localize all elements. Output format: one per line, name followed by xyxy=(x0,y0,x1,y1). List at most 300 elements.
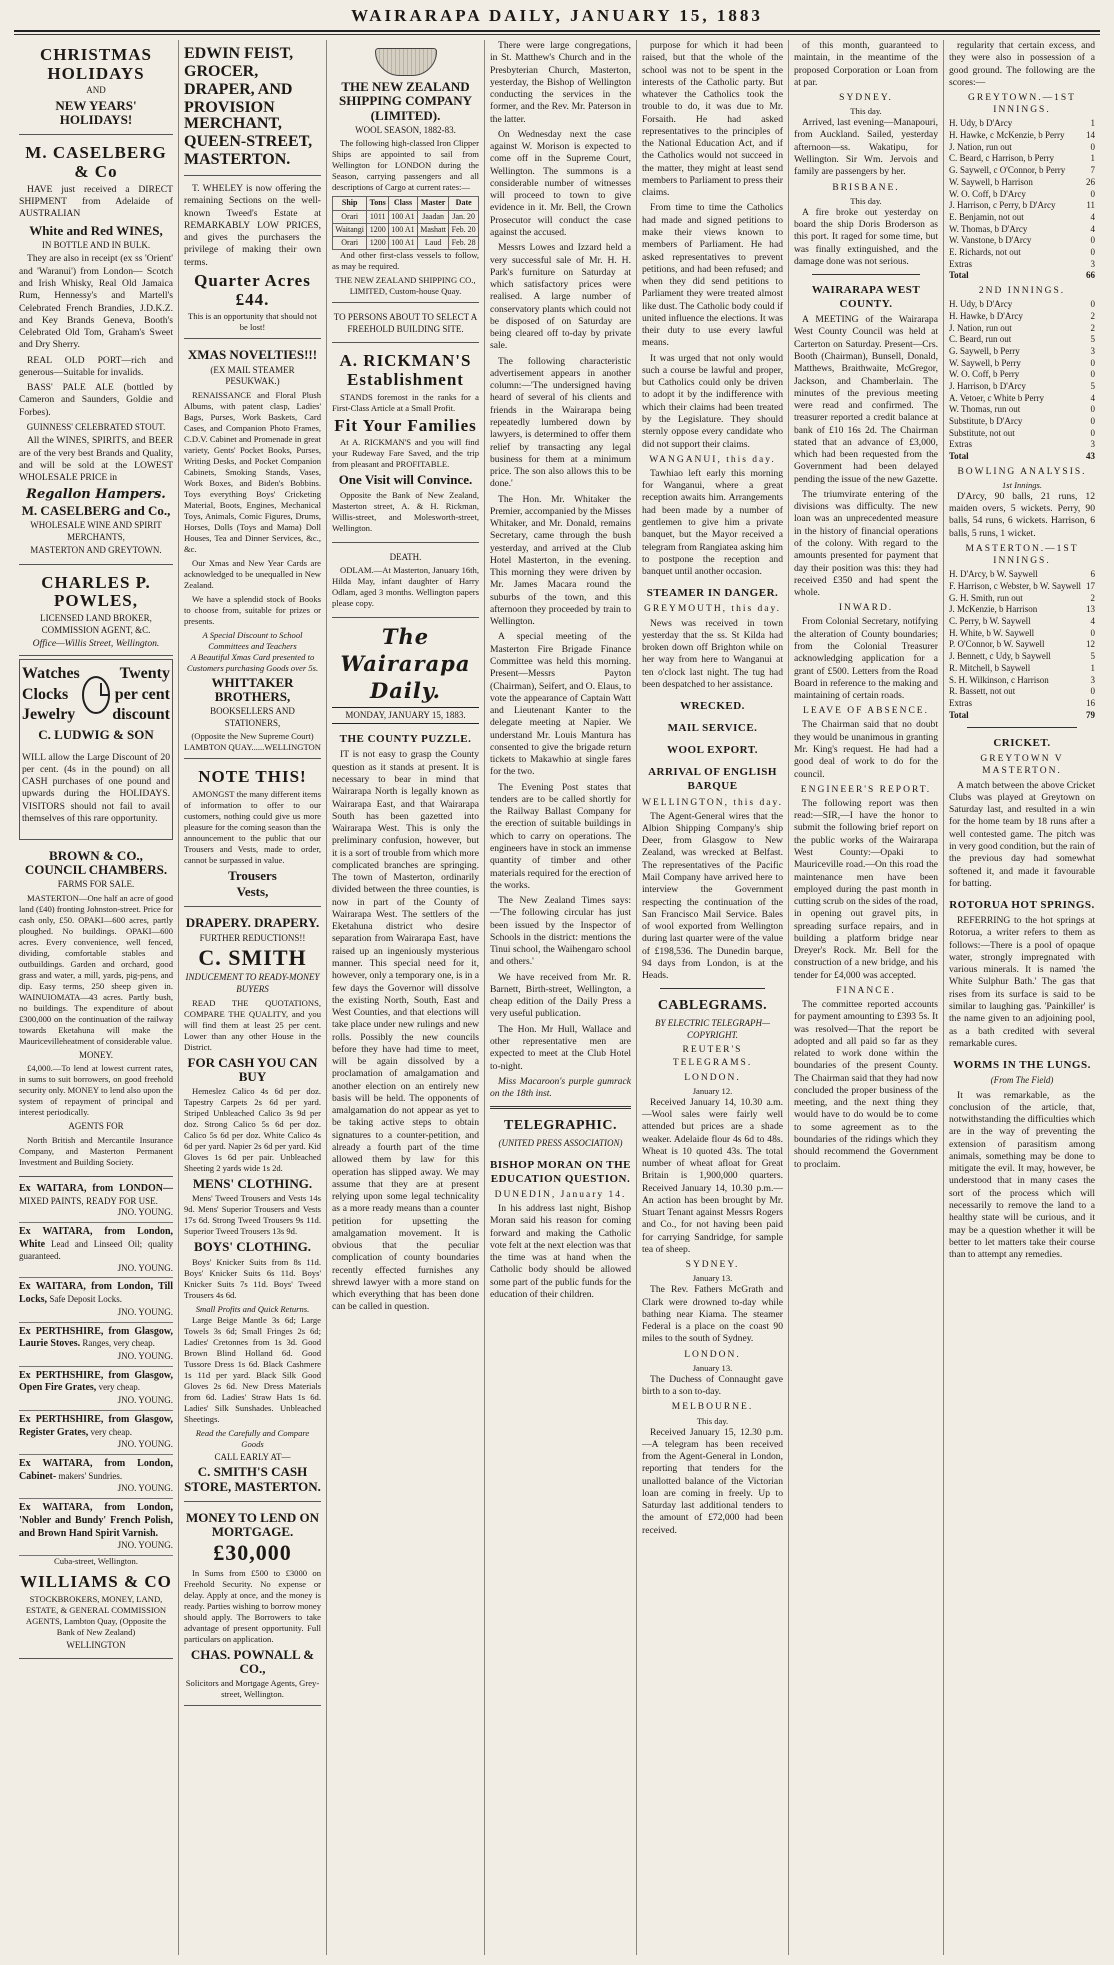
inward-body: From Colonial Secretary, notifying the alteration of County boundaries; from the Colonial Treasurer acknowledging application for a grant of £500. Letters from the Road Board in reference to the making and maintaining of certain roads. xyxy=(794,616,938,702)
batsman: W. Saywell, b Perry xyxy=(949,357,1021,368)
nzsc-body: The following high-classed Iron Clipper Ships are appointed to sail from Wellington for LONDON during the Season, carrying passengers and all descriptions of Cargo at current rates:— xyxy=(332,138,479,193)
batsman: Extras xyxy=(949,258,972,269)
engineer-body: The following report was then read:—SIR,—I have the honor to submit the following brief report on the public works of the Wairarapa West County:—Opaki to Mauriceville road.—On this road the maintenance men have been employed during the past month in cutting scrub on the sides of the road, in opening out gravel pits, in spreading surface repairs, and in building a platform bridge near Dreyer's Rock. Mr. Bell for the construction of a new bridge, and his tender for £4,000 was accepted. xyxy=(794,797,938,981)
brown-sub: FARMS FOR SALE. xyxy=(57,879,135,890)
import-item: MIXED PAINTS, xyxy=(19,1195,84,1206)
mail-head: MAIL SERVICE. xyxy=(667,722,758,735)
import-ship: Ex WAITARA, from London, Till Locks, xyxy=(19,1281,173,1306)
runs: 0 xyxy=(1090,357,1095,368)
smith-name: C. SMITH xyxy=(198,945,307,971)
table-header: Ship xyxy=(333,197,367,210)
batsman: S. H. Wilkinson, c Harrison xyxy=(949,674,1049,685)
xmas-mail: (EX MAIL STEAMER PESUKWAK.) xyxy=(210,364,295,387)
brown-name: BROWN & CO., COUNCIL CHAMBERS. xyxy=(24,847,168,878)
clock-icon xyxy=(82,676,110,714)
import-who: JNO. YOUNG. xyxy=(117,1207,173,1218)
import-ship: Ex WAITARA, from London, 'Nobler and Bundy' French Polish, and Brown Hand Spirit Varnish. xyxy=(19,1501,173,1539)
williams-body: STOCKBROKERS, MONEY, LAND, ESTATE, & GENERAL COMMISSION AGENTS, Lambton Quay, (Opposite the Bank of New Zealand) xyxy=(25,1593,167,1637)
runs: 3 xyxy=(1090,345,1095,356)
cricket-sub: GREYTOWN V MASTERTON. xyxy=(980,754,1064,777)
quarter-acres: Quarter Acres £44. xyxy=(194,270,311,309)
batsman: Extras xyxy=(949,697,972,708)
london2-article xyxy=(642,1374,783,1399)
score-row xyxy=(949,259,1095,271)
runs: 3 xyxy=(1090,674,1095,685)
score-row xyxy=(949,346,1095,358)
paper-flag: The Wairarapa Daily. xyxy=(340,624,471,703)
table-header: Date xyxy=(449,197,479,210)
table-cell: 100 A1 xyxy=(389,223,418,236)
runs: 7 xyxy=(1090,165,1095,176)
score-row xyxy=(949,224,1095,236)
runs: 6 xyxy=(1090,569,1095,580)
import-ship: Ex WAITARA, from London, Cabinet- xyxy=(19,1457,173,1482)
leave-body: The Chairman said that no doubt they would be unanimous in granting Mr. King's request. He had had a good deal of work to do for the council. xyxy=(794,719,938,780)
import-who: JNO. YOUNG. xyxy=(117,1395,173,1406)
jewelry-word: Jewelry xyxy=(22,706,76,724)
score-row xyxy=(949,569,1095,581)
telegraphic-sub: (UNITED PRESS ASSOCIATION) xyxy=(498,1138,623,1149)
quarter-note: This is an opportunity that should not be lost! xyxy=(188,311,317,333)
smith-items: Hemeslez Calico 4s 6d per doz. Tapestry Carpets 2s 6d per yard. Striped Unbleached Calico 3s 9d per doz. Strong Calico 5s 6d per doz. Calico 5s 6d per doz. White Calico 4s 6d per yard. Napier 2s 6d per yard. Kid Gloves 1s 6d per pair. Unbleached Sheeting 2 yards wide 1s 2d. xyxy=(184,1086,321,1174)
bishop-place: DUNEDIN, January 14. xyxy=(494,1189,627,1200)
runs: 13 xyxy=(1086,604,1095,615)
runs: 2 xyxy=(1090,592,1095,603)
engineer-article xyxy=(794,798,938,982)
rickman-ad xyxy=(332,346,479,542)
rotorua-body: REFERRING to the hot springs at Rotorua, a writer refers to them as follows:—There is a pool of opaque water, strongly impregnated with various minerals. It is named 'the White Sulphur Bath.' The gas that rises from its surface is said to be similar to laughing gas. 'Painkiller' is the name given to an adjoining pool, as a bath credited with several remarkable cures. xyxy=(949,915,1095,1049)
engineer-head: ENGINEER'S REPORT. xyxy=(800,784,932,795)
batsman: J. Harrison, b D'Arcy xyxy=(949,380,1026,391)
batsman: Substitute, not out xyxy=(949,427,1015,438)
sydney-place: SYDNEY. xyxy=(685,1260,740,1271)
barque-place: WELLINGTON, this day. xyxy=(642,797,783,808)
score-row xyxy=(949,153,1095,165)
batsman: W. O. Coff, b Perry xyxy=(949,369,1020,380)
score-row xyxy=(949,130,1095,142)
table-cell: Orari xyxy=(333,210,367,223)
cricket-body: A match between the above Cricket Clubs was played at Greytown on Saturday last, and resulted in a win for the home team by 18 runs after a well contested game. The pitch was in very good condition, but the rain of the previous day had somewhat softened it, and made it favourable for batting. xyxy=(949,779,1096,889)
gi1-total-label: Total xyxy=(949,270,969,281)
gi2-total-label: Total xyxy=(949,451,969,462)
import-ad xyxy=(19,1455,173,1499)
score-row xyxy=(949,311,1095,323)
score-row xyxy=(949,404,1095,416)
leave-article xyxy=(794,719,938,780)
mens-body: Mens' Tweed Trousers and Vests 14s 9d. Mens' Superior Trousers and Vests 17s 6d. Strong Tweed Trousers 9s 11d. Superior Tweed Trousers 13s 9d. xyxy=(184,1193,321,1237)
williams-ad xyxy=(19,1567,173,1659)
table-cell: Jan. 20 xyxy=(449,210,479,223)
bishop-head: BISHOP MORAN ON THE EDUCATION QUESTION. xyxy=(490,1158,632,1185)
death-notice xyxy=(332,546,479,619)
drapery-head: DRAPERY. DRAPERY. xyxy=(185,915,320,931)
runs: 4 xyxy=(1090,223,1095,234)
caselberg2-sub: WHOLESALE WINE AND SPIRIT MERCHANTS, xyxy=(30,520,162,542)
table-cell: 100 A1 xyxy=(389,210,418,223)
score-row xyxy=(949,581,1095,593)
runs: 0 xyxy=(1090,246,1095,257)
cablegrams-sub: BY ELECTRIC TELEGRAPH—COPYRIGHT. xyxy=(654,1018,770,1040)
column-6 xyxy=(788,40,943,1955)
column-4 xyxy=(484,40,636,1955)
caselberg2-name: M. CASELBERG and Co., xyxy=(21,502,171,518)
caselberg2-place: MASTERTON AND GREYTOWN. xyxy=(30,545,162,556)
import-ship: Ex WAITARA, from LONDON— xyxy=(19,1182,173,1194)
score-row xyxy=(949,334,1095,346)
nzsc-agents: THE NEW ZEALAND SHIPPING CO., LIMITED, Custom-house Quay. xyxy=(335,275,476,297)
williams-place: WELLINGTON xyxy=(66,1639,126,1650)
runs: 3 xyxy=(1090,258,1095,269)
tweed-head: T. WHELEY is now offering the remaining Sections on the well-known Tweed's Estate at REMARKABLY LOW PRICES, and gives the purchasers the privilege of making their own terms. xyxy=(184,183,321,268)
column-2 xyxy=(178,40,326,1955)
table-cell: Laud xyxy=(417,237,448,250)
score-row xyxy=(949,381,1095,393)
runs: 0 xyxy=(1090,416,1095,427)
drapery-sub: FURTHER REDUCTIONS!! xyxy=(199,932,306,943)
death-body: ODLAM.—At Masterton, January 16th, Hilda May, infant daughter of Harry Odlam, aged 3 months. Wellington papers please copy. xyxy=(332,565,479,609)
batsman: Extras xyxy=(949,439,972,450)
caselberg-intro: HAVE just received a DIRECT SHIPMENT from Adelaide of AUSTRALIAN xyxy=(19,183,173,220)
table-cell: 1200 xyxy=(367,237,389,250)
sydney-date: January 13. xyxy=(692,1273,733,1284)
separator xyxy=(490,1106,631,1109)
col6-article1 xyxy=(794,40,938,89)
brown-body: MASTERTON—One half an acre of good land (£40) fronting Johnston-street. Price for cash only, £50. OPAKI—600 acres, partly ploughed. No buildings. OPAKI—600 acres. Every convenience, well fenced, dividing, comfortable stables and outbuildings. Garden and orchard, good grass and water, a mill, yards, pig-pens, and dip. Easy terms, 250 sheep given in. WAINUIOMATA—43 acres. Partly bush, no buildings. The expenditure of about £300,000 on the continuation of the railway towards Eketahuna will make the Mauricevilleheatment of considerable value. xyxy=(19,892,173,1046)
nzsc-more: And other first-class vessels to follow, as may be required. xyxy=(332,250,479,272)
wanganui-place: WANGANUI, this day. xyxy=(649,454,776,465)
import-item: Lead and Linseed Oil; quality guaranteed. xyxy=(19,1238,174,1262)
feist-line: PROVISION MERCHANT, xyxy=(184,99,282,132)
christmas-title: CHRISTMAS HOLIDAYS xyxy=(40,45,152,83)
note-body: AMONGST the many different items of information to offer to our customers, nothing could give us more pleasure for the coming season than the announcement to the public that our Trousers and Vests, made to order, cannot be surpassed in value. xyxy=(184,788,321,865)
brisbane-body: A fire broke out yesterday on board the ship Doris Broderson as this port. It raged for some time, but was finally extinguished, and the damage done was not serious. xyxy=(794,206,938,267)
wwc-body: A MEETING of the Wairarapa West County Council was held at Carterton on Saturday. Present—Crs. Booth (Chairman), Bunsell, Donald, Matthews, Braithwaite, McGregor, Jackson, and Chamberlain. The minutes of the previous meeting were read and confirmed. The treasurer reported a credit balance at bank of £10 16s 2d. The Chairman stated that an advance of £3,000, which had been requested from the Government had been delayed pending the issue of the new Gazette. xyxy=(794,314,938,485)
score-row xyxy=(949,200,1095,212)
powles-ad xyxy=(19,568,173,657)
smith-body: READ THE QUOTATIONS, COMPARE THE QUALITY, and you will find them at least 25 per cent. Lower than any other House in the District. xyxy=(184,997,321,1052)
families-head: Fit Your Families xyxy=(334,415,477,435)
import-who: JNO. YOUNG. xyxy=(117,1483,173,1494)
worms-head: WORMS IN THE LUNGS. xyxy=(953,1059,1091,1072)
column-7 xyxy=(943,40,1100,1955)
clocks-word: Clocks xyxy=(22,685,69,703)
table-cell: Orari xyxy=(333,237,367,250)
mortgage-firm: CHAS. POWNALL & CO., xyxy=(190,1646,315,1676)
caselberg-body: They are also in receipt (ex ss 'Orient' and 'Waranui') from London— Scotch and Irish Whisky, Real Old Jamaica Rum, Hennessy's and Martell's Celebrated French Brandies, J.D.K.Z. and Key Brands Geneva, Booth's Celebrated Old Tom, Graham's Sweet and Dry Sherry. xyxy=(19,253,173,351)
christmas-ad xyxy=(19,40,173,135)
worms-article xyxy=(949,1090,1095,1262)
batsman: H. D'Arcy, b W. Saywell xyxy=(949,569,1038,580)
batsman: A. Vetoer, c White b Perry xyxy=(949,392,1045,403)
caselberg-name: M. CASELBERG & Co xyxy=(25,143,167,182)
score-row xyxy=(949,639,1095,651)
bishop-continued xyxy=(642,40,783,451)
runs: 14 xyxy=(1086,130,1095,141)
mortgage-ad xyxy=(184,1505,321,1706)
xmas-splendid: We have a splendid stock of Books to choose from, suitable for prizes or presents. xyxy=(184,593,321,626)
whittaker-note: A Beautiful Xmas Card presented to Customers purchasing Goods over 5s. xyxy=(186,651,319,673)
score-row xyxy=(949,439,1095,451)
powles-name: CHARLES P. POWLES, xyxy=(41,572,151,611)
news-6: A special meeting of the Masterton Fire Brigade Finance Committee was held this morning. Present—Messrs Payton (Chairman), Seifert, and O. Elaus, to vote the appearance of Captain Watt and Lieutenant Kanter to the delegate meeting at Napier. We understand Mr. Louis Mantura has consented to give the brigade return tickets to Makawhio at single fares for the two. xyxy=(490,631,631,778)
scorecard-greytown-2 xyxy=(949,299,1095,451)
score-row xyxy=(949,323,1095,335)
feist-line: EDWIN FEIST, xyxy=(184,45,294,62)
import-ad xyxy=(19,1180,173,1223)
caselberg-ad xyxy=(19,138,173,564)
wool-head: WOOL EXPORT. xyxy=(667,744,758,757)
bowling-body: D'Arcy, 90 balls, 21 runs, 12 maiden overs, 5 wickets. Perry, 90 balls, 54 runs, 6 wickets. Harrison, 6 balls, 5 runs, 1 wicket. xyxy=(949,490,1095,539)
barque-body: The Agent-General wires that the Albion Shipping Company's ship Deer, from Glasgow to New Zealand, was wrecked at Belfast. The representatives of the Pacific Mail Company have arrived here to interview the Government respecting the continuation of the San Francisco Mail Service. Bales of wool exported from Wellington during last quarter were of the value of £198,536. The Dunedin barque, 94 days from London, is at the Heads. xyxy=(642,810,783,982)
table-cell: 1200 xyxy=(367,223,389,236)
import-ad xyxy=(19,1323,173,1367)
import-ship: Ex PERTHSHIRE, from Glasgow, Open Fire Grates, xyxy=(19,1369,173,1394)
agents-head: AGENTS FOR xyxy=(68,1121,124,1132)
gi1-head: GREYTOWN.—1ST INNINGS. xyxy=(968,93,1076,116)
sydney2-body: Arrived, last evening—Manapouri, from Auckland. Sailed, yesterday afternoon—ss. Wakatipu, for Wellington. Sir Wm. Jervois and family are passengers by her. xyxy=(794,117,938,178)
import-ship: Ex PERTHSHIRE, from Glasgow, Laurie Stoves. xyxy=(19,1325,173,1350)
scorecard-masterton xyxy=(949,569,1095,709)
rickman-head: A. RICKMAN'S Establishment xyxy=(339,351,472,390)
col5-p3: It was urged that not only would such a course be lawful and proper, but Catholics could only be driven to adopt it by the indifference with which their claims had been treated by the Legislature. They should sternly oppose every candidate who did not support their claims. xyxy=(642,352,783,450)
rotorua-head: ROTORUA HOT SPRINGS. xyxy=(949,899,1095,912)
import-ship: Ex PERTHSHIRE, from Glasgow, Register Grates, xyxy=(19,1413,173,1438)
table-cell: Feb. 28 xyxy=(449,237,479,250)
import-ad xyxy=(19,1367,173,1411)
masthead xyxy=(14,4,1100,32)
table-row xyxy=(333,223,479,236)
news-1: There were large congregations, in St. Matthew's Church and in the Presbyterian Church, Masterton, yesterday, the Bishop of Wellington conducting the services in the former, and the Rev. Mr. Paterson in the latter. xyxy=(490,40,631,125)
score-row xyxy=(949,628,1095,640)
london2-place: LONDON. xyxy=(684,1349,741,1360)
finance-head: FINANCE. xyxy=(836,985,896,996)
persons-ad xyxy=(332,306,479,343)
ship-icon xyxy=(375,48,437,76)
feist-line: QUEEN-STREET, xyxy=(184,133,313,150)
runs: 0 xyxy=(1090,141,1095,152)
gi1-total xyxy=(949,270,1095,282)
smith-ad xyxy=(184,910,321,1501)
table-header: Tons xyxy=(367,197,389,210)
mi-head: MASTERTON.—1ST INNINGS. xyxy=(965,544,1079,567)
batsman: Substitute, b D'Arcy xyxy=(949,416,1023,427)
gi2-total-value: 43 xyxy=(1086,451,1095,462)
mrs-ad: Miss Macaroon's purple gumrack on the 18th inst. xyxy=(490,1075,631,1100)
smith-call: CALL EARLY AT— xyxy=(214,1451,291,1462)
sydney2-date: This day. xyxy=(850,106,882,117)
london-article xyxy=(642,1097,783,1256)
whittaker-addr: (Opposite the New Supreme Court) LAMBTON QUAY......WELLINGTON xyxy=(184,731,321,753)
table-header: Master xyxy=(417,197,448,210)
bowling-sub: 1st Innings. xyxy=(1001,479,1043,490)
gi2-total xyxy=(949,451,1095,463)
xmas-body: RENAISSANCE and Floral Plush Albums, with patent clasp, Ladies' Bags, Purses, Work Baskets, Card Cases, and Companion Photo Frames, C.D.V. Cabinet and Promenade in great variety, Gents' Pocket Books, Purses, Writing Desks, and Pocket Companion Cabinets, Smoking Stands, Vases, Work Boxes, and Biden's Bobbins. Toys everything Boys' Cricketing Material, Boots, Engines, Mechanical Toys, Animals, Comic Figures, Drums, Horses, Dolls (Toys and Mama) Doll Houses, Tea and Dinner Services, &c., &c. xyxy=(184,389,321,554)
batsman: G. H. Smith, run out xyxy=(949,592,1023,603)
steamer-head: STEAMER IN DANGER. xyxy=(646,587,779,600)
import-ad xyxy=(19,1499,173,1556)
powles-sub: LICENSED LAND BROKER, COMMISSION AGENT, &C. xyxy=(40,613,152,635)
melbourne-place: MELBOURNE. xyxy=(671,1402,754,1413)
score-row xyxy=(949,358,1095,370)
brisbane-article xyxy=(794,207,938,268)
nzsc-name: THE NEW ZEALAND SHIPPING COMPANY (LIMITED). xyxy=(338,79,472,123)
xmas-novelties: XMAS NOVELTIES!!! xyxy=(187,347,318,363)
column-3 xyxy=(326,40,484,1955)
leave-head: LEAVE OF ABSENCE. xyxy=(803,706,929,717)
wanganui-body: Tawhiao left early this morning for Wanganui, where a great reception awaits him. Arrangements had been made by a number of gentlemen to give him a private banquet, but the Mayor received a telegram from Rangiatea asking him to postpone the reception and banquet until another occasion. xyxy=(642,467,783,578)
batsman: J. Nation, run out xyxy=(949,322,1012,333)
runs: 3 xyxy=(1090,439,1095,450)
table-cell: Waitangi xyxy=(333,223,367,236)
score-row xyxy=(949,593,1095,605)
table-cell: Feb. 20 xyxy=(449,223,479,236)
mi-total-value: 79 xyxy=(1086,709,1095,720)
money-body: £4,000.—To lend at lowest current rates, in sums to suit borrowers, on good freehold security only. MONEY to lend also upon the system of repayment of principal and interest periodically. xyxy=(19,1063,173,1118)
bowling-article xyxy=(949,491,1095,540)
score-row xyxy=(949,247,1095,259)
xmas-special: A Special Discount to School Committees and Teachers xyxy=(202,629,303,651)
feist-line: GROCER, xyxy=(184,63,259,80)
batsman: C. Beard, c Harrison, b Perry xyxy=(949,153,1054,164)
reuters: REUTER'S TELEGRAMS. xyxy=(672,1045,753,1068)
melbourne-article xyxy=(642,1427,783,1537)
visit-body: Opposite the Bank of New Zealand, Masterton street, A. & H. Rickman, Willis-street, and Molesworth-street, Wellington. xyxy=(332,489,479,533)
feist-line: MASTERTON. xyxy=(184,151,291,168)
discount-word: discount xyxy=(112,706,170,724)
score-row xyxy=(949,663,1095,675)
masthead-title: WAIRARAPA DAILY, JANUARY 15, 1883 xyxy=(351,6,763,25)
telegraphic-head: TELEGRAPHIC. xyxy=(504,1118,617,1134)
score-row xyxy=(949,189,1095,201)
runs: 5 xyxy=(1090,334,1095,345)
import-who: JNO. YOUNG. xyxy=(117,1351,173,1362)
scorecard-greytown-1 xyxy=(949,118,1095,270)
runs: 12 xyxy=(1086,639,1095,650)
county-article xyxy=(332,749,479,1313)
county-head: THE COUNTY PUZZLE. xyxy=(339,733,472,746)
smith-read: Read the Carefully and Compare Goods xyxy=(195,1427,310,1449)
import-item: very cheap. xyxy=(98,1382,141,1393)
score-row xyxy=(949,616,1095,628)
small-profits: Small Profits and Quick Returns. xyxy=(195,1303,310,1314)
wrecked-head: WRECKED. xyxy=(680,700,745,713)
ludwig-ad xyxy=(19,659,173,839)
batsman: R. Bassett, not out xyxy=(949,686,1016,697)
news-3: Messrs Lowes and Izzard held a very successful sale of Mr. H. H. Park's furniture on Saturday at which satisfactory prices were realised. A large number of conservatory plants which could not be disposed of on Saturday are being cleared off to-day by private sale. xyxy=(490,242,631,352)
feist-letters xyxy=(184,46,321,168)
note-head: NOTE THIS! xyxy=(198,767,307,787)
county-body: IT is not easy to grasp the County question as it stands at present. It is necessary to bear in mind that Wairarapa North is legally known as Wairarapa East, and that Wairarapa South has been gazetted into Wairarapa West. This is only the preliminary confusion, however, but it is a sort of trouble from which more complicated branches are springing. The town of Masterton, ordinarily divided between the three counties, is now in part of the County of Wairarapa West. The settlers of the Eketahuna district who desire separation from Wairarapa East, have raised up an ingeniously mysterious manner. This special need for it, however, only a temporary one, is in a few days the Governor will dissolve the existing North, South, East and West Counties, and that elections will take place under new rulings and new rolls. Possibly the new councils before they have had time to meet, will be again dissolved by a proclamation of amalgamation and another election on an entirely new basis will be held. The opponents of amalgamation do not appear as yet to be taking active steps to obtain signatures to a counter-petition, and already a fourth part of the time allowed them by law for this operation has slipped away. We may assume that they are at present relying upon some legal technicality as a more ready means than a counter petition for upsetting the amalgamation movement. It is obvious that the peculiar complication of county boundaries recently effected furnishes any shrewd lawyer with a more stand on which everything that has been done can be called in question. xyxy=(332,749,479,1313)
paper-date: MONDAY, JANUARY 15, 1883. xyxy=(332,707,479,725)
runs: 4 xyxy=(1090,392,1095,403)
wwc-article xyxy=(794,314,938,599)
import-who: JNO. YOUNG. xyxy=(117,1439,173,1450)
separator xyxy=(812,274,920,275)
caselberg-wines2: IN BOTTLE AND IN BULK. xyxy=(41,239,151,250)
mens-head: MENS' CLOTHING. xyxy=(192,1176,313,1192)
smith-store: C. SMITH'S CASH STORE, MASTERTON. xyxy=(184,1464,321,1494)
agents-body: North British and Mercantile Insurance Company, and Masterton Permanent Investment and Building Society. xyxy=(19,1134,173,1167)
runs: 0 xyxy=(1090,686,1095,697)
feist-line: DRAPER, AND xyxy=(184,81,293,98)
runs: 0 xyxy=(1090,235,1095,246)
caselberg-stout: GUINNESS' CELEBRATED STOUT. xyxy=(26,421,166,432)
col5-p2: From time to time the Catholics had made and signed petitions to make their views known to members of Parliament. He had asked representatives to prevent petitions, and had been refused; and when they did send petitions to Parliament they were treated almost like dust. The Catholic body could if united influence the elections. It was their duty to use every lawful means. xyxy=(642,202,783,349)
col7-p1: regularity that certain excess, and they were also in possession of a good ground. The following are the scores:— xyxy=(949,40,1095,88)
score-row xyxy=(949,235,1095,247)
batsman: H. Udy, b D'Arcy xyxy=(949,299,1013,310)
smith-more: Large Beige Mantle 3s 6d; Large Towels 3s 6d; Small Fringes 2s 6d; Ladies' Cretonnes from 1s 3d. Good Brown Blind Holland 6d. Good Tussore Dress 1s 6d. Black Cashmere 1s 11d per yard. Black Silk Good Gloves 2s 6d. New Dress Materials from 6d. Ladies' Straw Hats 1s 6d. Ladies' Silk Sunshades. Unbleached Sheetings. xyxy=(184,1314,321,1424)
young-addr: Cuba-street, Wellington. xyxy=(54,1555,138,1566)
inward-article xyxy=(794,616,938,702)
batsman: H. Hawke, c McKenzie, b Perry xyxy=(949,130,1065,141)
runs: 2 xyxy=(1090,310,1095,321)
caselberg-hampers: Regallon Hampers. xyxy=(26,486,166,502)
import-item: Ranges, very cheap. xyxy=(82,1338,155,1349)
runs: 0 xyxy=(1090,188,1095,199)
brisbane-place: BRISBANE. xyxy=(832,182,900,193)
vests-word: Vests, xyxy=(236,884,269,900)
london-date: January 12. xyxy=(692,1085,733,1096)
batsman: E. Richards, not out xyxy=(949,246,1021,257)
batsman: C. Beard, run out xyxy=(949,334,1012,345)
runs: 4 xyxy=(1090,211,1095,222)
runs: 0 xyxy=(1090,627,1095,638)
worms-sub: (From The Field) xyxy=(990,1075,1054,1086)
import-who: JNO. YOUNG. xyxy=(117,1540,173,1551)
sydney-article xyxy=(642,1284,783,1345)
score-row xyxy=(949,675,1095,687)
import-who: JNO. YOUNG. xyxy=(117,1306,173,1317)
sydney2-place: SYDNEY. xyxy=(839,93,893,104)
mortgage-addr: Solicitors and Mortgage Agents, Grey-street, Wellington. xyxy=(185,1678,320,1700)
williams-name: WILLIAMS & CO xyxy=(20,1571,172,1591)
families-body: At A. RICKMAN'S and you will find your Rudeway Fare Saved, and the trip from pleasant and PROFITABLE. xyxy=(332,437,479,470)
separator xyxy=(660,988,765,989)
wwc-head: WAIRARAPA WEST COUNTY. xyxy=(811,284,921,311)
steamer-place: GREYMOUTH, this day. xyxy=(643,604,782,615)
barque-article xyxy=(642,811,783,983)
news-4: The following characteristic advertisement appears in another column:—'The undersigned having heard of several of his clients and friends in the Wairarapa being repeatedly lumbered down by lawyers, is determined to offer them relief by transacting any legal business for them at a minimum price. The son also allows this to be done.' xyxy=(490,355,631,490)
table-row xyxy=(333,210,479,223)
score-row xyxy=(949,416,1095,428)
column-5 xyxy=(636,40,788,1955)
mortgage-head: MONEY TO LEND ON MORTGAGE. xyxy=(185,1509,320,1540)
masthead-rule xyxy=(14,34,1100,35)
smith-cash: FOR CASH YOU CAN BUY xyxy=(187,1054,318,1084)
persons-head: TO PERSONS ABOUT TO SELECT A FREEHOLD BUILDING SITE. xyxy=(333,312,478,334)
percent-word: per cent xyxy=(114,685,170,703)
money-head: MONEY. xyxy=(78,1049,114,1060)
batsman: J. Bennett, c Udy, b Saywell xyxy=(949,651,1051,662)
trousers-word: Trousers xyxy=(228,867,277,883)
runs: 4 xyxy=(1090,616,1095,627)
gi2-head: 2ND INNINGS. xyxy=(978,286,1066,296)
whittaker-sub: BOOKSELLERS AND STATIONERS, xyxy=(210,706,295,728)
score-row xyxy=(949,604,1095,616)
london-place: LONDON. xyxy=(684,1072,741,1083)
smith-sub: INDUCEMENT TO READY-MONEY BUYERS xyxy=(185,972,320,994)
runs: 1 xyxy=(1090,118,1095,129)
sydney2-article xyxy=(794,117,938,178)
col6-p1: of this month, guaranteed to maintain, in the meantime of the proposed Corporation or Loan from at par. xyxy=(794,40,938,88)
table-cell: 100 A1 xyxy=(389,237,418,250)
cablegrams-head: CABLEGRAMS. xyxy=(657,998,768,1014)
cricket-article xyxy=(949,780,1095,890)
ludwig-firm: C. LUDWIG & SON xyxy=(38,726,154,742)
steamer-body: News was received in town yesterday that the ss. St Kilda had broken down off Brighton while on her way from here to Wanganui at ten o'clock last night. The tug had been despatched to her assistance. xyxy=(642,617,783,690)
batsman: F. Harrison, c Webster, b W. Saywell xyxy=(949,581,1082,591)
